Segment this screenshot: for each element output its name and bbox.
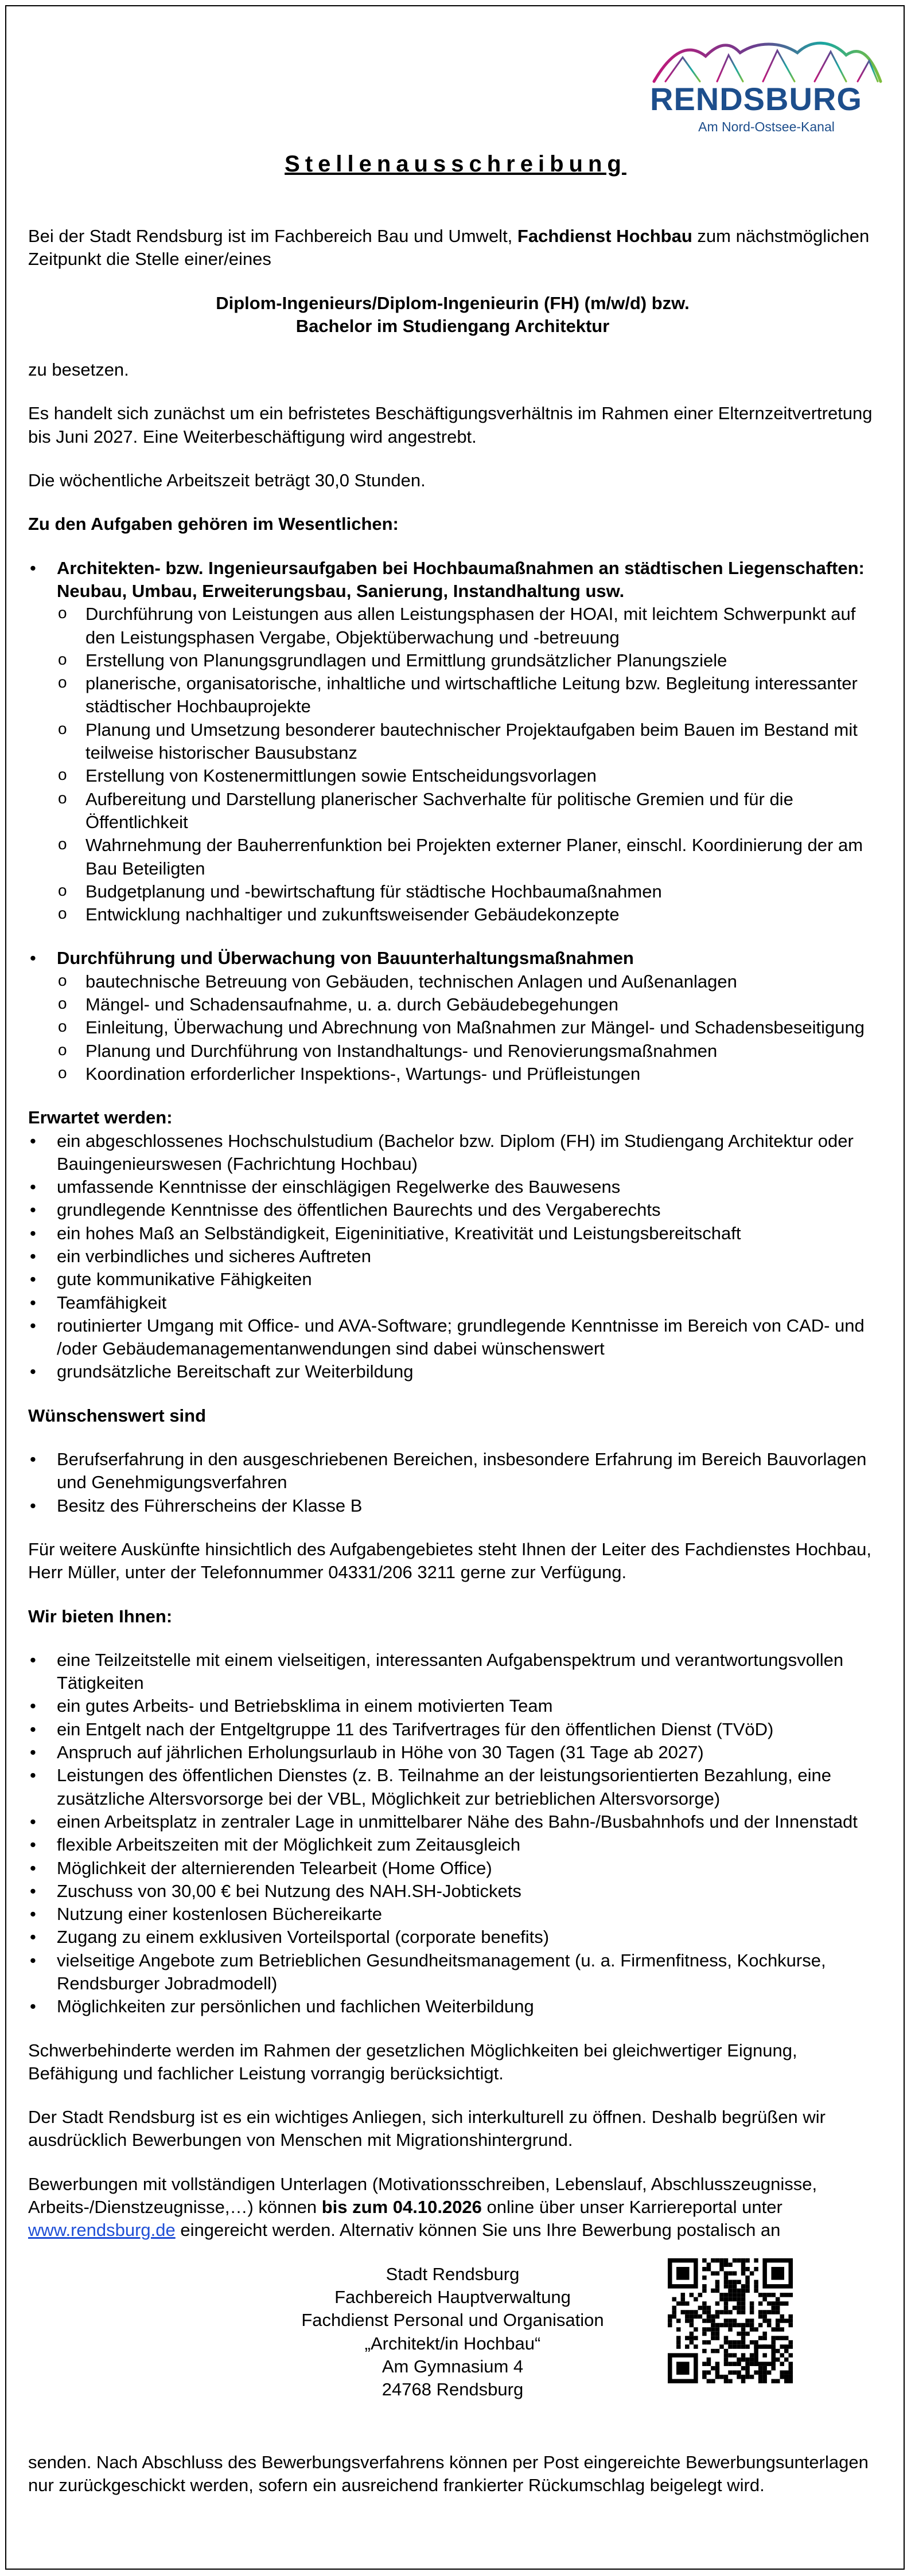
address-line: Stadt Rendsburg xyxy=(386,2263,520,2284)
list-item: • eine Teilzeitstelle mit einem vielseitigen, interessanten Aufgabenspektrum und verantwortungsvollen Tätigkeiten xyxy=(28,1649,877,1695)
task-subitem: o Koordination erforderlicher Inspektions-, Wartungs- und Prüfleistungen xyxy=(57,1063,877,1086)
task-subitems xyxy=(57,603,877,926)
contact-paragraph: Für weitere Auskünfte hinsichtlich des Aufgabengebietes steht Ihnen der Leiter des Fachdienstes Hochbau, Herr Müller, unter der Telefonnummer 04331/206 3211 gerne zur Verfügung. xyxy=(28,1539,871,1583)
list-item: • Nutzung einer kostenlosen Büchereikarte xyxy=(28,1903,877,1926)
address-line: 24768 Rendsburg xyxy=(381,2379,524,2400)
list-item: • Möglichkeit der alternierenden Telearbeit (Home Office) xyxy=(28,1857,877,1880)
task-subitem: o Einleitung, Überwachung und Abrechnung von Maßnahmen zur Mängel- und Schadensbeseitigung xyxy=(57,1016,877,1039)
application-text-1: Bewerbungen mit vollständigen Unterlagen (Motivationsschreiben, Lebenslauf, Abschlusszeugnisse, Arbeits-/Dienstzeugnisse,…) können xyxy=(28,2173,817,2218)
tasks-heading: Zu den Aufgaben gehören im Wesentlichen: xyxy=(28,514,399,534)
rendsburg-logo xyxy=(648,34,889,138)
list-item: • ein gutes Arbeits- und Betriebsklima in einem motivierten Team xyxy=(28,1695,877,1718)
logo-name: RENDSBURG xyxy=(650,81,862,117)
task-group xyxy=(28,557,877,927)
list-item: • ein hohes Maß an Selbständigkeit, Eigeninitiative, Kreativität und Leistungsbereitschaft xyxy=(28,1222,877,1245)
application-text-2: online über unser Karriereportal unter xyxy=(481,2197,782,2218)
application-paragraph xyxy=(28,2173,877,2242)
page-title: Stellenausschreibung xyxy=(285,151,626,177)
address-line: Fachbereich Hauptverwaltung xyxy=(334,2286,571,2307)
expected-list xyxy=(28,1130,877,1384)
expected-heading: Erwartet werden: xyxy=(28,1107,173,1128)
offer-heading: Wir bieten Ihnen: xyxy=(28,1606,173,1626)
task-group xyxy=(28,947,877,1086)
logo-arch-graphic xyxy=(648,34,889,87)
list-item: • gute kommunikative Fähigkeiten xyxy=(28,1268,877,1291)
intercultural-notice: Der Stadt Rendsburg ist es ein wichtiges Anliegen, sich interkulturell zu öffnen. Deshalb begrüßen wir ausdrücklich Bewerbungen von Menschen mit Migrationshintergrund. xyxy=(28,2107,826,2150)
list-item: • Teamfähigkeit xyxy=(28,1291,877,1314)
list-item: • Besitz des Führerscheins der Klasse B xyxy=(28,1494,877,1517)
address-line: Am Gymnasium 4 xyxy=(381,2356,524,2376)
task-subitem: o planerische, organisatorische, inhaltliche und wirtschaftliche Leitung bzw. Begleitung interessanter städtischer Hochbauprojekte xyxy=(57,672,877,719)
address-line: Fachdienst Personal und Organisation xyxy=(301,2310,604,2331)
list-item: • grundlegende Kenntnisse des öffentlichen Baurechts und des Vergaberechts xyxy=(28,1199,877,1221)
postal-address-block xyxy=(28,2263,877,2400)
logo-tagline: Am Nord-Ostsee-Kanal xyxy=(698,119,835,134)
offer-list xyxy=(28,1649,877,2019)
task-group-title: • Durchführung und Überwachung von Bauunterhaltungsmaßnahmen xyxy=(57,948,634,969)
task-subitem: o bautechnische Betreuung von Gebäuden, technischen Anlagen und Außenanlagen xyxy=(57,970,877,993)
list-item: • Anspruch auf jährlichen Erholungsurlaub in Höhe von 30 Tagen (31 Tage ab 2027) xyxy=(28,1741,877,1764)
closing-paragraph: senden. Nach Abschluss des Bewerbungsverfahrens können per Post eingereichte Bewerbungsunterlagen nur zurückgeschickt werden, sofern ein ausreichend frankierter Rückumschlag beigelegt wird. xyxy=(28,2452,869,2495)
position-title-line2: Bachelor im Studiengang Architektur xyxy=(295,315,610,336)
desirable-list xyxy=(28,1448,877,1517)
list-item: • ein Entgelt nach der Entgeltgruppe 11 des Tarifvertrages für den öffentlichen Dienst (TVöD) xyxy=(28,1718,877,1741)
task-subitem: o Wahrnehmung der Bauherrenfunktion bei Projekten externer Planer, einschl. Koordinierung der am Bau Beteiligten xyxy=(57,834,877,880)
list-item: • Leistungen des öffentlichen Dienstes (z. B. Teilnahme an der leistungsorientierten Bezahlung, eine zusätzliche Altersvorsorge bei der VBL, Möglichkeit zur betrieblichen Altersvorsorge) xyxy=(28,1764,877,1810)
zu-besetzen-text: zu besetzen. xyxy=(28,360,129,380)
intro-paragraph xyxy=(28,225,877,271)
job-ad-body xyxy=(28,150,877,2497)
contract-paragraph: Es handelt sich zunächst um ein befristetes Beschäftigungsverhältnis im Rahmen einer Elternzeitvertretung bis Juni 2027. Eine Weiterbeschäftigung wird angestrebt. xyxy=(28,403,873,447)
address-line: „Architekt/in Hochbau“ xyxy=(364,2333,541,2353)
task-subitem: o Durchführung von Leistungen aus allen Leistungsphasen der HOAI, mit leichtem Schwerpunkt auf den Leistungsphasen Vergabe, Objektüberwachung und -betreuung xyxy=(57,603,877,649)
task-subitem: o Erstellung von Planungsgrundlagen und Ermittlung grundsätzlicher Planungsziele xyxy=(57,649,877,672)
task-subitem: o Aufbereitung und Darstellung planerischer Sachverhalte für politische Gremien und für die Öffentlichkeit xyxy=(57,788,877,834)
qr-code-icon[interactable] xyxy=(668,2258,793,2383)
working-hours: Die wöchentliche Arbeitszeit beträgt 30,0 Stunden. xyxy=(28,470,426,491)
list-item: • vielseitige Angebote zum Betrieblichen Gesundheitsmanagement (u. a. Firmenfitness, Kochkurse, Rendsburger Jobradmodell) xyxy=(28,1949,877,1996)
position-title-line1: Diplom-Ingenieurs/Diplom-Ingenieurin (FH) (m/w/d) bzw. xyxy=(216,292,690,313)
application-deadline: bis zum 04.10.2026 xyxy=(321,2197,482,2218)
list-item: • ein verbindliches und sicheres Auftreten xyxy=(28,1245,877,1268)
intro-text-start: Bei der Stadt Rendsburg ist im Fachbereich Bau und Umwelt, xyxy=(28,226,517,246)
tasks-list xyxy=(28,557,877,1086)
task-subitems xyxy=(57,970,877,1086)
task-subitem: o Planung und Durchführung von Instandhaltungs- und Renovierungsmaßnahmen xyxy=(57,1040,877,1063)
list-item: • Zugang zu einem exklusiven Vorteilsportal (corporate benefits) xyxy=(28,1926,877,1949)
intro-text-end: zum nächstmöglichen Zeitpunkt die Stelle einer/eines xyxy=(28,226,870,270)
list-item: • Zuschuss von 30,00 € bei Nutzung des NAH.SH-Jobtickets xyxy=(28,1880,877,1903)
task-subitem: o Planung und Umsetzung besonderer bautechnischer Projektaufgaben beim Bauen im Bestand mit teilweise historischer Bausubstanz xyxy=(57,719,877,765)
task-subitem: o Budgetplanung und -bewirtschaftung für städtische Hochbaumaßnahmen xyxy=(57,880,877,903)
list-item: • ein abgeschlossenes Hochschulstudium (Bachelor bzw. Diplom (FH) im Studiengang Architektur oder Bauingenieurswesen (Fachrichtung Hochbau) xyxy=(28,1130,877,1176)
department-name: Fachdienst Hochbau xyxy=(517,226,692,246)
desirable-heading: Wünschenswert sind xyxy=(28,1405,207,1426)
task-group-title: • Architekten- bzw. Ingenieursaufgaben bei Hochbaumaßnahmen an städtischen Liegenschaften: Neubau, Umbau, Erweiterungsbau, Sanierung, Instandhaltung usw. xyxy=(57,557,865,601)
list-item: • umfassende Kenntnisse der einschlägigen Regelwerke des Bauwesens xyxy=(28,1176,877,1199)
position-title xyxy=(28,292,877,338)
list-item: • Berufserfahrung in den ausgeschriebenen Bereichen, insbesondere Erfahrung im Bereich Bauvorlagen und Genehmigungsverfahren xyxy=(28,1448,877,1494)
application-text-3: eingereicht werden. Alternativ können Sie uns Ihre Bewerbung postalisch an xyxy=(175,2220,781,2241)
list-item: • Möglichkeiten zur persönlichen und fachlichen Weiterbildung xyxy=(28,1995,877,2018)
list-item: • flexible Arbeitszeiten mit der Möglichkeit zum Zeitausgleich xyxy=(28,1833,877,1856)
career-portal-link[interactable]: www.rendsburg.de xyxy=(28,2220,176,2241)
list-item: • routinierter Umgang mit Office- und AVA-Software; grundlegende Kenntnisse im Bereich von CAD- und /oder Gebäudemanagementanwendungen sind dabei wünschenswert xyxy=(28,1314,877,1361)
list-item: • grundsätzliche Bereitschaft zur Weiterbildung xyxy=(28,1360,877,1383)
task-subitem: o Erstellung von Kostenermittlungen sowie Entscheidungsvorlagen xyxy=(57,764,877,787)
task-subitem: o Mängel- und Schadensaufnahme, u. a. durch Gebäudebegehungen xyxy=(57,993,877,1016)
disability-notice: Schwerbehinderte werden im Rahmen der gesetzlichen Möglichkeiten bei gleichwertiger Eignung, Befähigung und fachlicher Leistung vorrangig berücksichtigt. xyxy=(28,2040,797,2083)
list-item: • einen Arbeitsplatz in zentraler Lage in unmittelbarer Nähe des Bahn-/Busbahnhofs und der Innenstadt xyxy=(28,1810,877,1833)
task-subitem: o Entwicklung nachhaltiger und zukunftsweisender Gebäudekonzepte xyxy=(57,903,877,926)
